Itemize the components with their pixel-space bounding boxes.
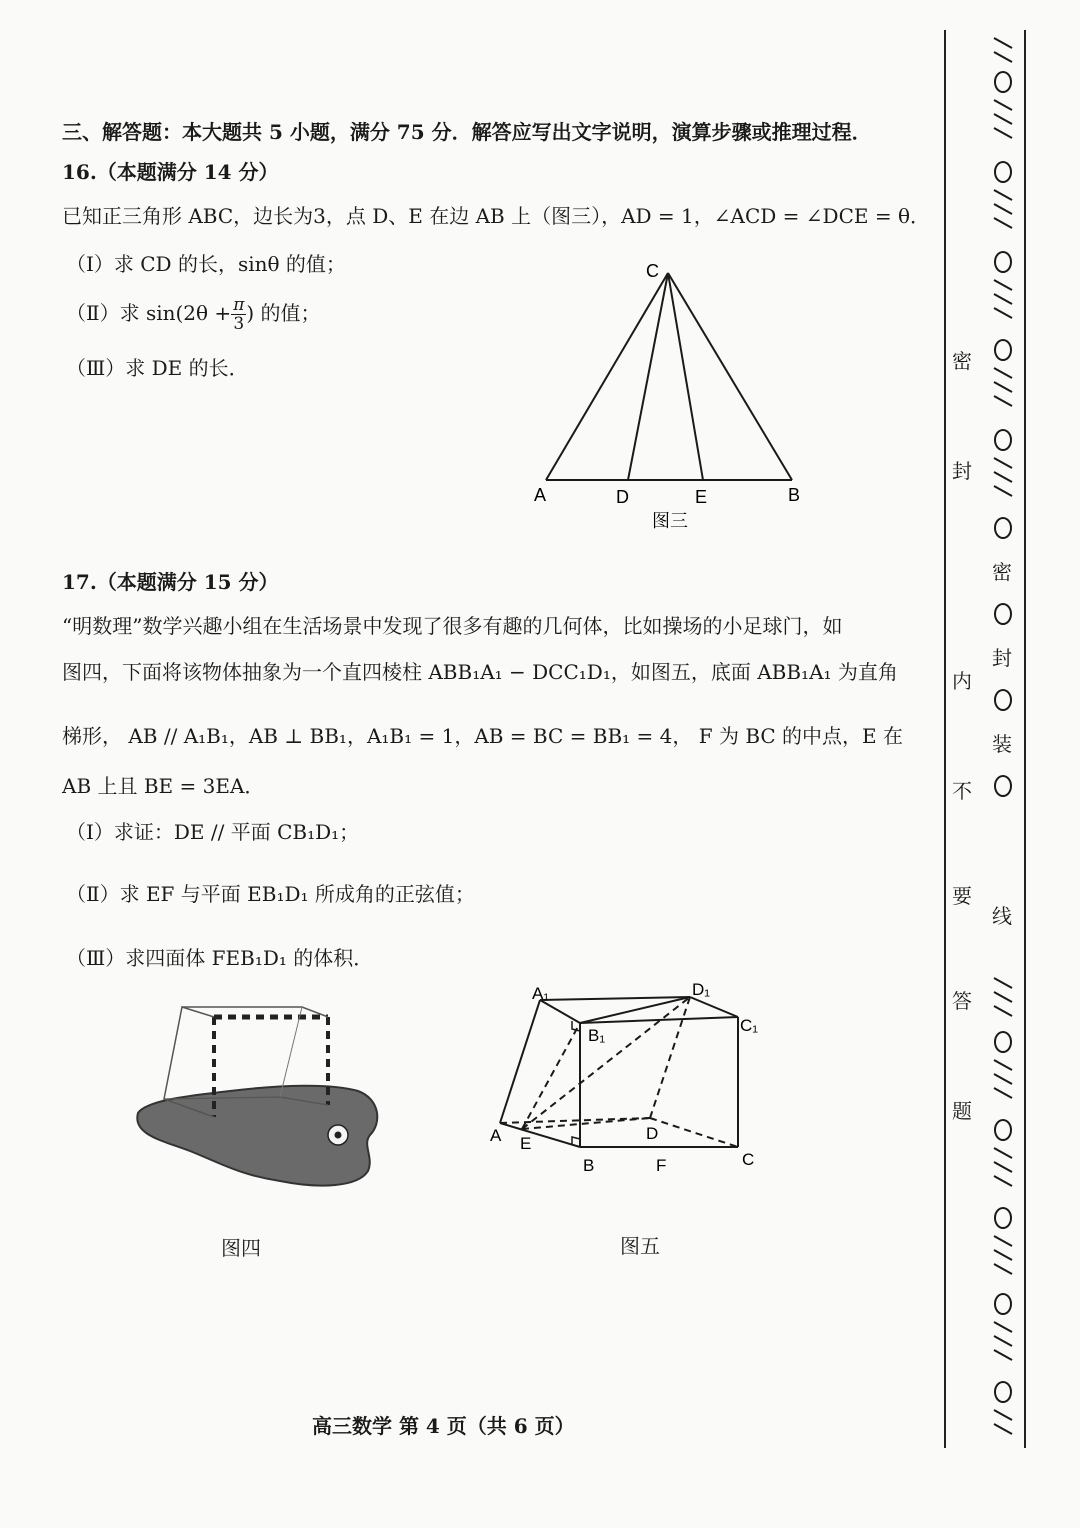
- seal-inner-char: 要: [952, 884, 972, 908]
- q16-stem: 已知正三角形 ABC，边长为3，点 D、E 在边 AB 上（图三），AD = 1，∠ACD = ∠DCE = θ．: [62, 204, 930, 228]
- label-A: A: [490, 1126, 502, 1145]
- seal-inner-char: 内: [952, 669, 972, 693]
- hidden-edge-DC: [650, 1118, 738, 1147]
- section-heading: 三、解答题：本大题共 5 小题，满分 75 分．解答应写出文字说明，演算步骤或推理过程．: [62, 120, 872, 144]
- segment-CD: [628, 273, 668, 480]
- figure4-caption: 图四: [221, 1236, 261, 1260]
- figure3-caption: 图三: [652, 511, 688, 531]
- q17-title: 17.（本题满分 15 分）: [62, 570, 279, 594]
- figure5-prism-diagram: [480, 975, 780, 1185]
- seal-outer-char: 装: [992, 732, 1012, 756]
- label-F: F: [656, 1156, 667, 1175]
- seal-pattern-group-bottom: [994, 978, 1012, 1434]
- label-D: D: [646, 1124, 659, 1143]
- seal-line-outer: [1024, 30, 1026, 1448]
- label-C: C: [742, 1150, 755, 1169]
- label-B: B: [583, 1156, 595, 1175]
- q17-part3: （Ⅲ）求四面体 FEB₁D₁ 的体积．: [66, 946, 374, 970]
- label-B1: B₁: [588, 1026, 606, 1045]
- seal-inner-char: 不: [952, 779, 972, 803]
- label-A: A: [534, 485, 547, 505]
- label-A1: A₁: [532, 984, 550, 1003]
- edge-A1B1: [540, 1000, 580, 1023]
- right-angle-mark-B: [572, 1137, 580, 1145]
- q17-line4: AB 上且 BE = 3EA．: [62, 774, 265, 798]
- seal-inner-char: 封: [952, 459, 972, 483]
- label-D1: D₁: [692, 980, 711, 999]
- q17-line1: “明数理”数学兴趣小组在生活场景中发现了很多有趣的几何体，比如操场的小足球门，如: [62, 614, 843, 638]
- label-C1: C₁: [740, 1016, 759, 1035]
- seal-pattern-decoration: [986, 30, 1022, 1448]
- edge-AA1: [500, 1000, 540, 1123]
- edge-A1D1: [540, 997, 690, 1000]
- q17-line2: 图四，下面将该物体抽象为一个直四棱柱 ABB₁A₁ − DCC₁D₁，如图五，底面 ABB₁A₁ 为直角: [62, 660, 898, 684]
- seal-inner-char: 题: [952, 1099, 972, 1123]
- seal-inner-char: 密: [952, 349, 972, 373]
- q16-title: 16.（本题满分 14 分）: [62, 160, 279, 184]
- q16-part2-fraction: [231, 296, 246, 333]
- figure5-caption: 图五: [620, 1234, 660, 1258]
- hidden-edge-AD: [500, 1118, 650, 1123]
- q17-part2: （Ⅱ）求 EF 与平面 EB₁D₁ 所成角的正弦值；: [66, 882, 475, 906]
- seal-outer-char: 线: [992, 904, 1012, 928]
- q16-part2-prefix: （Ⅱ）求 sin(2θ +: [66, 301, 232, 325]
- seal-outer-char: 密: [992, 560, 1012, 584]
- q16-part2: [66, 296, 321, 333]
- goal-net-top: [182, 1007, 328, 1017]
- figure3-triangle-diagram: [520, 255, 820, 545]
- page-footer: 高三数学 第 4 页（共 6 页）: [312, 1414, 575, 1438]
- label-E: E: [695, 487, 708, 507]
- fraction-numerator: π: [233, 295, 245, 315]
- seal-inner-char: 答: [952, 989, 972, 1013]
- segment-CB: [668, 273, 792, 480]
- q17-part1: （Ⅰ）求证：DE // 平面 CB₁D₁；: [66, 820, 360, 844]
- q16-part1: （Ⅰ）求 CD 的长，sinθ 的值；: [66, 252, 346, 276]
- segment-CA: [546, 273, 668, 480]
- seal-pattern-group-top: [994, 38, 1012, 796]
- label-D: D: [616, 487, 629, 507]
- figure4-soccer-goal-image: [120, 995, 390, 1200]
- label-B: B: [788, 485, 801, 505]
- label-C: C: [646, 261, 659, 281]
- edge-D1C1: [690, 997, 738, 1017]
- hidden-edge-DD1: [650, 997, 690, 1118]
- q17-line3: 梯形， AB // A₁B₁，AB ⊥ BB₁，A₁B₁ = 1，AB = BC = BB₁ = 4， F 为 BC 的中点，E 在: [62, 724, 904, 748]
- label-E: E: [520, 1134, 532, 1153]
- soccer-ball-patch: [335, 1132, 342, 1139]
- hidden-segment-EB1: [522, 1023, 580, 1129]
- goal-net-back-post: [280, 1007, 302, 1097]
- seal-line-inner: [944, 30, 946, 1448]
- fraction-denominator: 3: [233, 314, 245, 334]
- q16-part2-suffix: ) 的值；: [246, 301, 321, 325]
- q16-part3: （Ⅲ）求 DE 的长．: [66, 356, 249, 380]
- seal-outer-char: 封: [992, 646, 1012, 670]
